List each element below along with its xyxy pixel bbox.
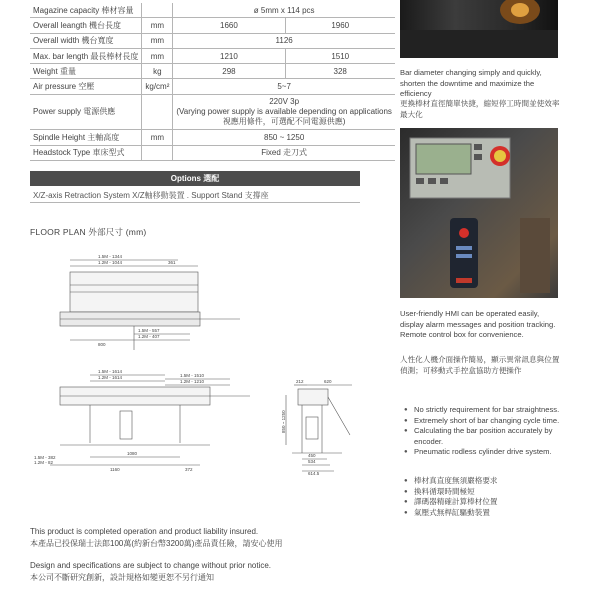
spec-row-overall-width [30, 33, 395, 48]
front-dim-2: 1.2M - 1614 [98, 375, 123, 380]
feature-item: ● 換料循環時間極短 [404, 487, 564, 498]
top-dim-2: 1.2M - 1044 [98, 260, 123, 265]
spec-label: Spindle Height 主軸高度 [30, 130, 142, 145]
spec-value: 1660 [173, 18, 285, 33]
spec-unit [142, 145, 173, 160]
spec-value: ø 5mm x 114 pcs [173, 3, 395, 18]
top-dim-5: 1.5M - 557 [138, 328, 160, 333]
spec-change-note-en: Design and specifications are subject to change without prior notice. [30, 561, 272, 570]
spec-unit [142, 95, 173, 130]
floor-plan-side-view [282, 375, 362, 480]
top-dim-6: 1.2M - 407 [138, 334, 160, 339]
side-dim-4: 450 [308, 453, 316, 458]
spec-unit: mm [142, 18, 173, 33]
side-dim-5: 534 [308, 459, 316, 464]
spec-value: 1126 [173, 33, 395, 48]
floor-plan-title: FLOOR PLAN 外部尺寸 (mm) [30, 227, 147, 237]
spec-label: Weight 重量 [30, 64, 142, 79]
front-dim-7: 1.2M - 82 [34, 460, 54, 465]
top-dim-4: 800 [98, 342, 106, 347]
spec-label: Power supply 電源供應 [30, 95, 142, 130]
spec-row-headstock [30, 145, 395, 160]
feature-item: ● Extremely short of bar changing cycle time. [404, 416, 564, 427]
floor-plan-front-view [30, 365, 260, 475]
side-dim-3: 850 ~ 1250 [281, 410, 286, 433]
spec-label: Air pressure 空壓 [30, 79, 142, 95]
top-dim-3: 361 [168, 260, 176, 265]
spec-row-overall-length [30, 18, 395, 33]
spec-unit: mm [142, 130, 173, 145]
options-text: X/Z-axis Retraction System X/Z軸移動裝置 . Support Stand 支撐座 [30, 188, 360, 203]
spec-value: 328 [285, 64, 395, 79]
spec-value: 5~7 [173, 79, 395, 95]
spec-value: 298 [173, 64, 285, 79]
spec-label: Max. bar length 最長棒材長度 [30, 48, 142, 63]
photo2-caption-zh: 人性化人機介面操作簡易，顯示異常訊息與位置偵測；可移動式手控盒協助方便操作 [400, 355, 560, 375]
front-dim-5: 1080 [127, 451, 138, 456]
photo2-caption-en: User-friendly HMI can be operated easily, display alarm messages and position tracking. Remote control box for convenience. [400, 309, 556, 339]
feature-item: ● Calculating the bar position accurately by encoder. [404, 426, 564, 447]
front-dim-9: 372 [185, 467, 193, 472]
front-dim-8: 1160 [110, 467, 120, 472]
top-dim-1: 1.5M - 1344 [98, 254, 123, 259]
options-header: Options 選配 [30, 171, 360, 186]
power-line-3: 視應用條件，可選配不同電源供應) [222, 117, 346, 127]
features-list-zh [404, 476, 564, 518]
spec-label: Magazine capacity 棒材容量 [30, 3, 142, 18]
spec-unit [142, 3, 173, 18]
side-dim-6: 614.5 [308, 471, 320, 476]
spec-row-air-pressure [30, 79, 395, 95]
side-dim-1: 212 [296, 379, 304, 384]
spec-row-spindle-height [30, 130, 395, 145]
power-line-2: (Varying power supply is available depending on applications [176, 107, 392, 117]
feature-item: ● 棒材真直度無須嚴格要求 [404, 476, 564, 487]
spec-row-magazine [30, 3, 395, 18]
spec-row-max-bar-length [30, 48, 395, 63]
photo1-caption-en: Bar diameter changing simply and quickly, shorten the downtime and maximize the efficiency [400, 68, 542, 98]
spec-value: 1510 [285, 48, 395, 63]
side-dim-2: 620 [324, 379, 332, 384]
liability-note-en: This product is completed operation and product liability insured. [30, 527, 259, 536]
feature-item: ● No strictly requirement for bar straightness. [404, 405, 564, 416]
spec-label: Headstock Type 車床型式 [30, 145, 142, 160]
spec-unit: mm [142, 48, 173, 63]
spec-unit: kg/cm² [142, 79, 173, 95]
feature-item: ● 譯碼器精確計算棒材位置 [404, 497, 564, 508]
power-line-1: 220V 3p [269, 97, 300, 107]
spec-change-note-zh: 本公司不斷研究創新，設計規格如變更恕不另行通知 [30, 573, 214, 582]
spec-value: 1960 [285, 18, 395, 33]
feature-item: ● 氣壓式無桿缸驅動裝置 [404, 508, 564, 519]
spec-label: Overall leangth 機台長度 [30, 18, 142, 33]
hmi-control-photo [400, 128, 558, 298]
spec-unit: kg [142, 64, 173, 79]
photo1-caption-zh: 更換棒材直徑簡單快捷，縮短停工時間並使效率最大化 [400, 99, 560, 119]
bar-feeder-photo [400, 0, 558, 58]
floor-plan-top-view [40, 250, 250, 360]
spec-table [30, 3, 395, 161]
front-dim-3: 1.5M - 1510 [180, 373, 205, 378]
spec-value: Fixed 走刀式 [173, 145, 395, 160]
liability-note-zh: 本產品已投保瑞士法郎100萬(約新台幣3200萬)產品責任險，請安心使用 [30, 539, 283, 548]
spec-value-power [173, 95, 395, 130]
feature-item: ● Pneumatic rodless cylinder drive system. [404, 447, 564, 458]
front-dim-4: 1.2M - 1210 [180, 379, 205, 384]
spec-value: 1210 [173, 48, 285, 63]
spec-value: 850 ~ 1250 [173, 130, 395, 145]
spec-row-weight [30, 64, 395, 79]
front-dim-1: 1.5M - 1614 [98, 369, 123, 374]
front-dim-6: 1.5M - 382 [34, 455, 56, 460]
spec-unit: mm [142, 33, 173, 48]
spec-row-power-supply [30, 95, 395, 130]
features-list-en [404, 405, 564, 458]
spec-label: Overall width 機台寬度 [30, 33, 142, 48]
